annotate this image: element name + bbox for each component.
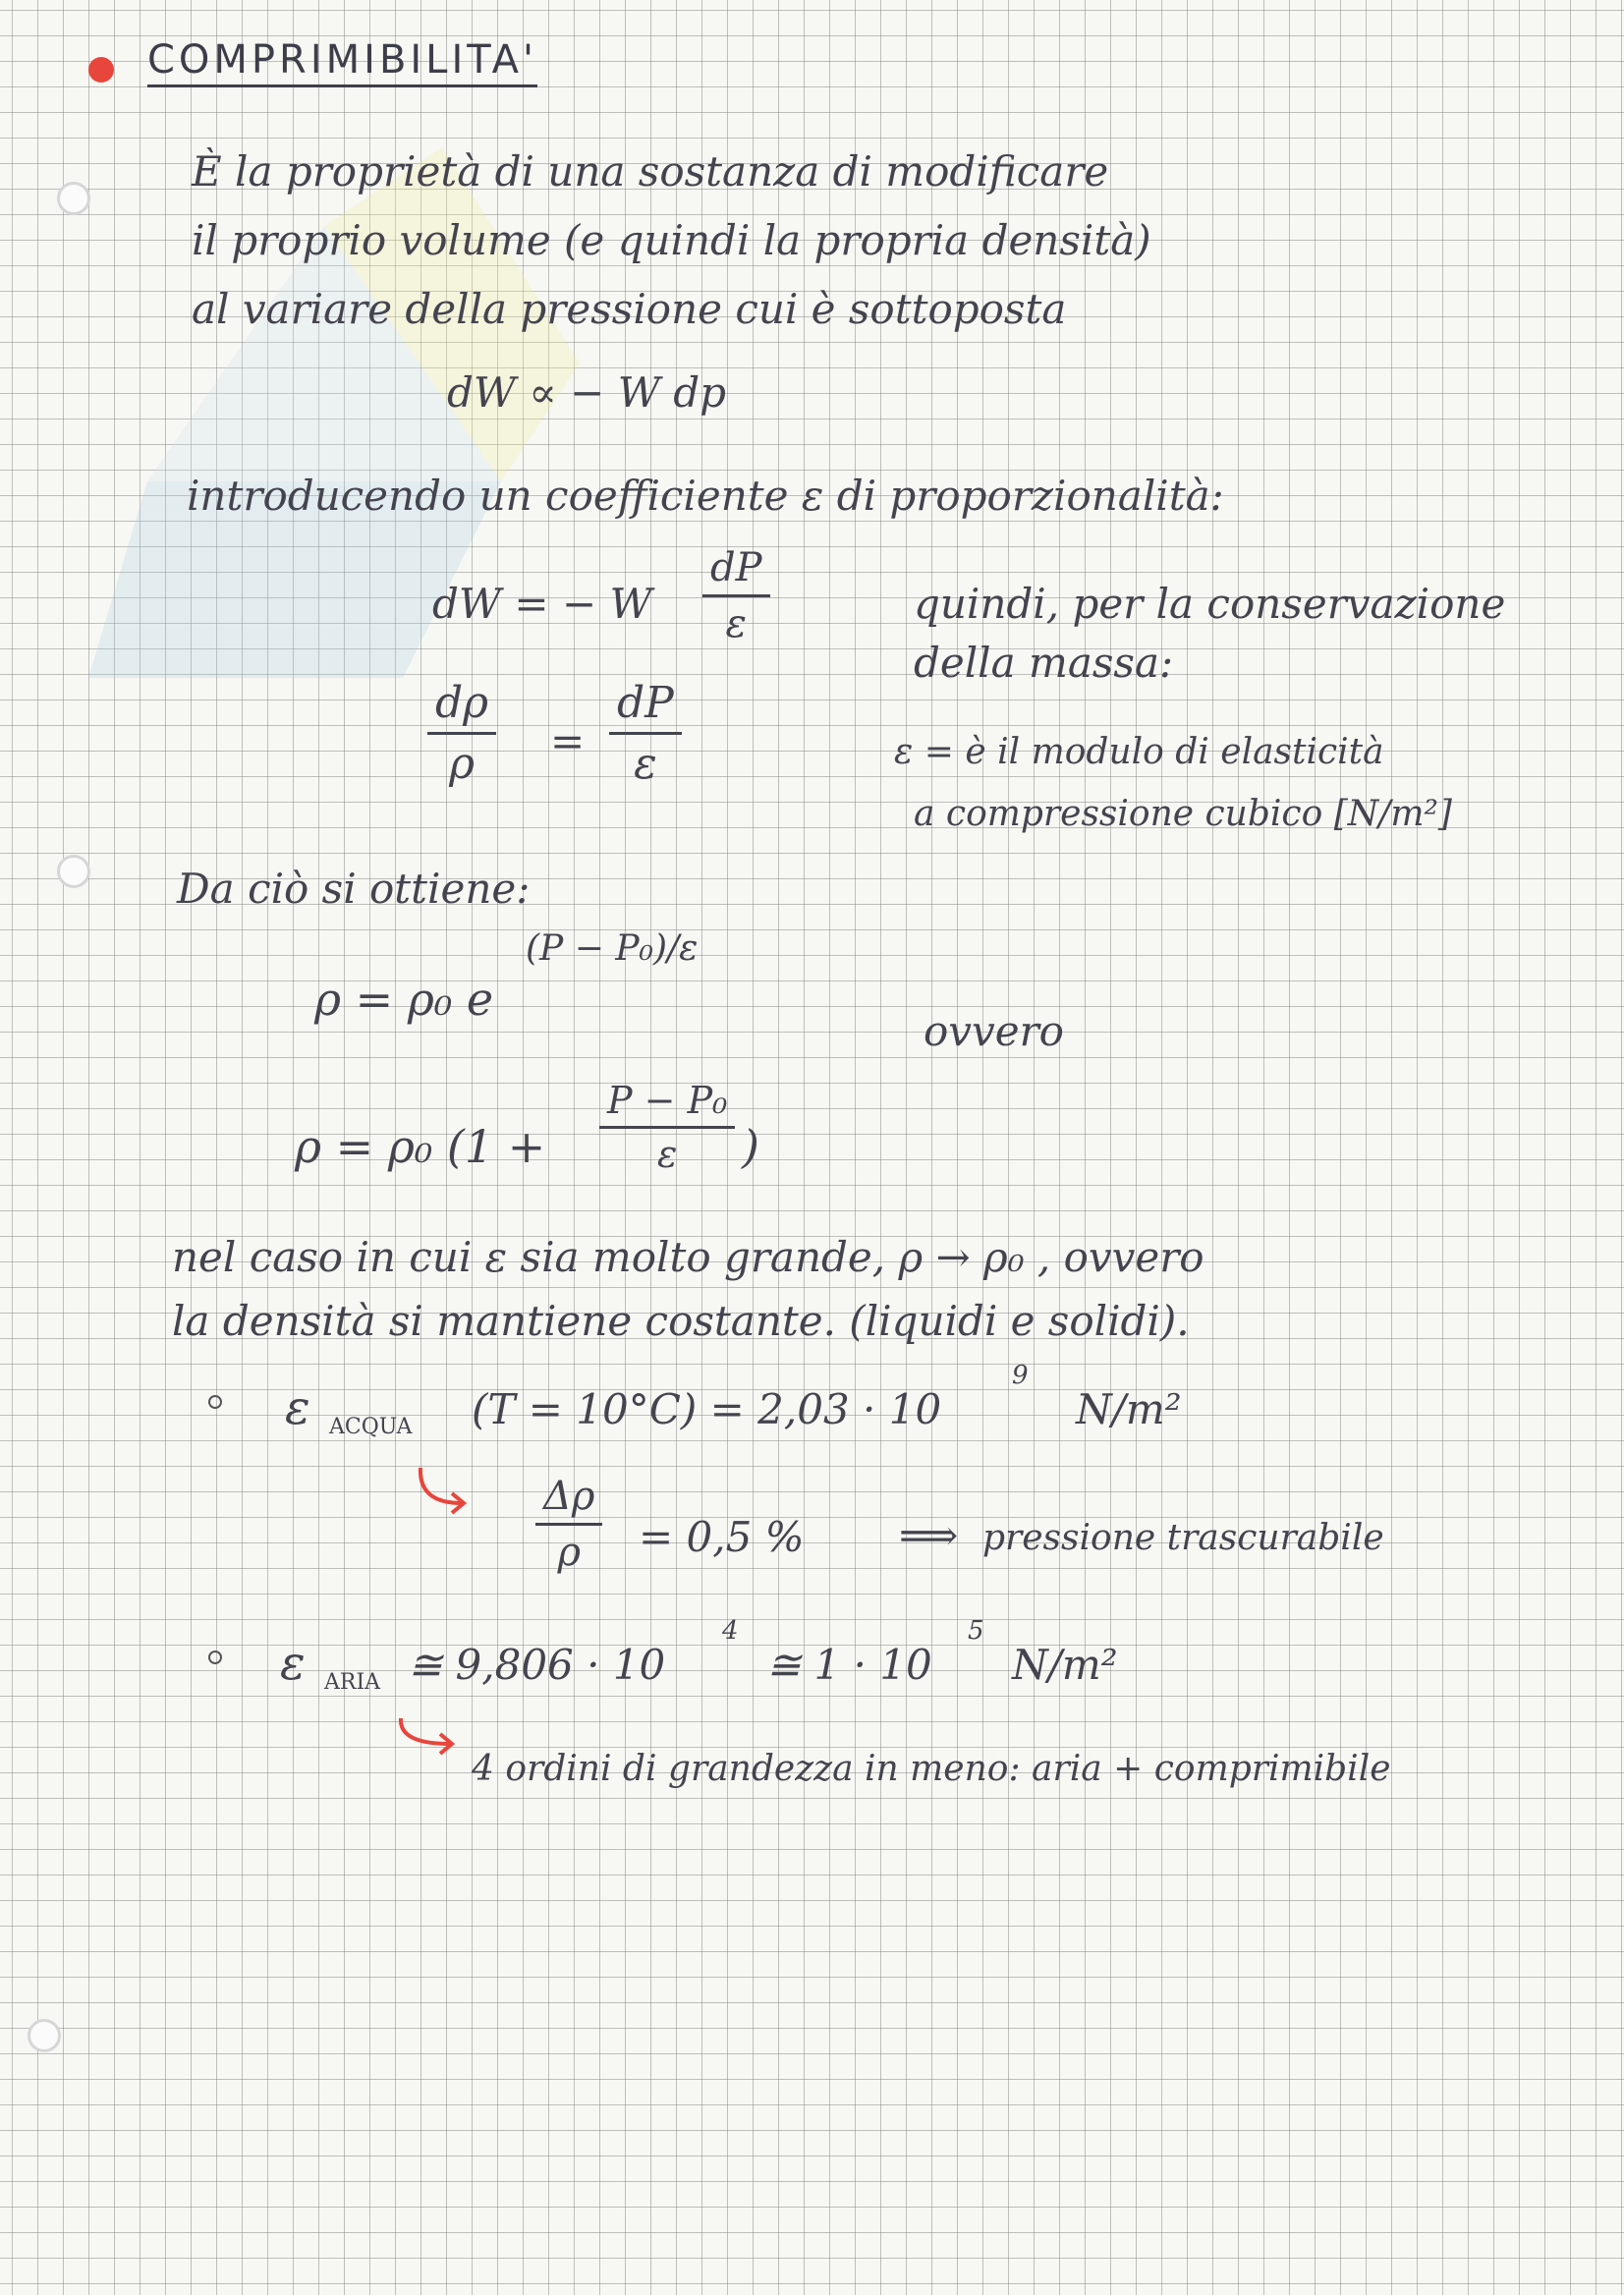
eq2-right-fraction	[609, 678, 682, 789]
eq1-numerator: dP	[710, 545, 762, 590]
red-hook-arrow-icon	[413, 1464, 481, 1523]
water-note: pressione trascurabile	[982, 1518, 1384, 1558]
modulus-line-1: ε = è il modulo di elasticità	[894, 732, 1384, 772]
air-exponent: 4	[722, 1616, 739, 1646]
fraction-bar	[535, 1523, 602, 1526]
eq2-right-denominator: ε	[634, 739, 657, 789]
definition-line-3: al variare della pressione cui è sottoposta	[192, 285, 1067, 333]
fraction-bar	[609, 732, 682, 735]
eq1-denominator: ε	[725, 601, 747, 646]
air-value: ≅ 9,806 · 10	[408, 1641, 666, 1689]
conclusion-line-2: la densità si mantiene costante. (liquidi e solidi).	[172, 1297, 1190, 1345]
water-unit: N/m²	[1076, 1385, 1182, 1433]
definition-line-2: il proprio volume (e quindi la propria densità)	[192, 216, 1151, 264]
proportional-relation: dW ∝ − W dp	[447, 368, 727, 417]
water-exponent: 9	[1012, 1361, 1029, 1390]
eq2-left-numerator: dρ	[435, 678, 489, 728]
binder-hole-bottom	[28, 2019, 61, 2052]
air-subscript: ARIA	[324, 1670, 381, 1695]
eq3-base: ρ = ρ₀ e	[314, 973, 494, 1026]
eq2-right-numerator: dP	[617, 678, 674, 728]
eq1-left: dW = − W	[432, 580, 652, 628]
air-epsilon: ε	[280, 1636, 306, 1691]
water-ratio-fraction	[535, 1474, 602, 1575]
modulus-line-2: a compressione cubico [N/m²]	[914, 794, 1452, 834]
binder-hole-middle	[57, 855, 90, 888]
page-title: COMPRIMIBILITA'	[147, 37, 537, 87]
conservation-line-1: quindi, per la conservazione	[914, 580, 1506, 628]
red-hook-arrow-icon	[393, 1714, 472, 1763]
binder-hole-top	[57, 182, 90, 215]
air-note: 4 ordini di grandezza in meno: aria + comprimibile	[472, 1749, 1391, 1789]
eq4-numerator: P − P₀	[607, 1079, 728, 1122]
conclusion-line-1: nel caso in cui ε sia molto grande, ρ → ρ₀ , ovvero	[172, 1233, 1204, 1281]
ovvero-text: ovvero	[924, 1007, 1064, 1055]
eq1-fraction	[702, 545, 770, 646]
water-epsilon: ε	[285, 1380, 310, 1435]
air-approx: ≅ 1 · 10	[766, 1641, 932, 1689]
water-ratio-numerator: Δρ	[543, 1474, 595, 1519]
bullet-dot-icon	[208, 1395, 222, 1409]
eq2-left-fraction	[427, 678, 496, 789]
air-unit: N/m²	[1012, 1641, 1118, 1689]
intro-line: introducendo un coefficiente ε di proporzionalità:	[187, 472, 1224, 520]
definition-line-1: È la proprietà di una sostanza di modificare	[192, 147, 1109, 196]
eq3-exponent: (P − P₀)/ε	[526, 928, 699, 969]
obtain-line: Da ciò si ottiene:	[177, 865, 531, 913]
water-ratio-denominator: ρ	[557, 1530, 581, 1575]
fraction-bar	[427, 732, 496, 735]
fraction-bar	[702, 594, 770, 597]
air-exponent-approx: 5	[968, 1616, 984, 1646]
eq4-denominator: ε	[656, 1133, 678, 1176]
eq4-left: ρ = ρ₀ (1 +	[295, 1120, 546, 1173]
fraction-bar	[599, 1126, 735, 1129]
red-bullet-icon	[88, 57, 114, 83]
conservation-line-2: della massa:	[914, 639, 1174, 687]
bullet-dot-icon	[208, 1651, 222, 1664]
eq2-left-denominator: ρ	[449, 739, 475, 789]
water-subscript: ACQUA	[329, 1415, 413, 1439]
eq2-equals: =	[550, 717, 586, 765]
eq4-right: )	[742, 1120, 759, 1173]
implies-arrow: ⟹	[899, 1511, 959, 1559]
eq4-fraction	[599, 1079, 735, 1176]
water-value: (T = 10°C) = 2,03 · 10	[472, 1385, 942, 1433]
water-ratio-value: = 0,5 %	[639, 1513, 805, 1561]
